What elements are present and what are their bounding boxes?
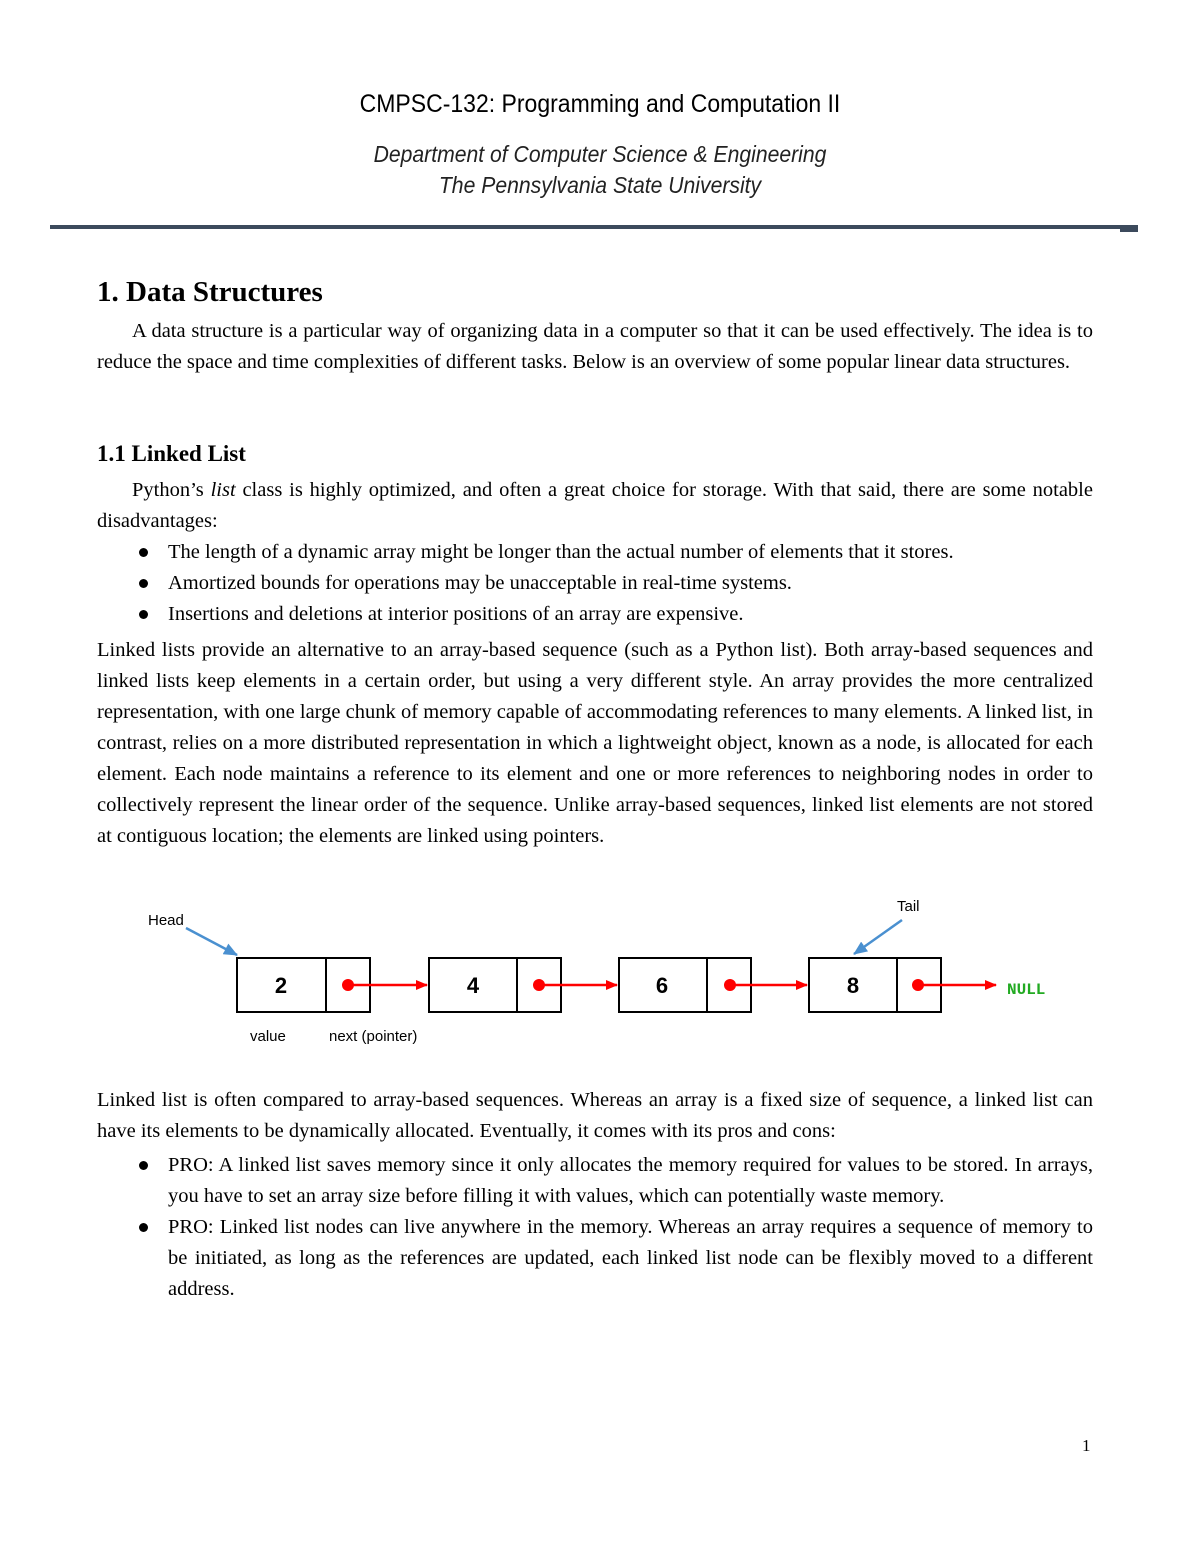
node-value: 6 bbox=[655, 973, 669, 998]
head-label: Head bbox=[148, 912, 184, 929]
head-arrow bbox=[186, 928, 237, 955]
next-pointer-label: next (pointer) bbox=[329, 1028, 418, 1045]
null-label: NULL bbox=[1007, 981, 1046, 999]
university-name: The Pennsylvania State University bbox=[438, 172, 762, 198]
department-name: Department of Computer Science & Engineering bbox=[373, 141, 827, 167]
bullet-icon bbox=[139, 1223, 148, 1232]
bullet-icon bbox=[139, 610, 148, 619]
bullet-icon bbox=[139, 1161, 148, 1170]
page-number: 1 bbox=[1082, 1436, 1091, 1455]
linked-list-intro: Python’s list class is highly optimized, and often a great choice for storage. With that said, there are some notable disadvantages: bbox=[97, 479, 1093, 532]
node-value: 8 bbox=[846, 973, 860, 998]
list-item: The length of a dynamic array might be longer than the actual number of elements that it stores. bbox=[97, 537, 1093, 568]
section-heading-data-structures: 1. Data Structures bbox=[97, 276, 323, 308]
value-label: value bbox=[250, 1028, 286, 1045]
node-value: 4 bbox=[466, 973, 480, 998]
list-item: PRO: A linked list saves memory since it only allocates the memory required for values to be stored. In arrays, you have to set an array size before filling it with values, which can potentially waste memory. bbox=[97, 1150, 1093, 1212]
comparison-paragraph: Linked list is often compared to array-based sequences. Whereas an array is a fixed size of sequence, a linked list can have its elements to be dynamically allocated. Eventually, it comes with its pros and cons: bbox=[97, 1089, 1093, 1142]
linked-list-description: Linked lists provide an alternative to an array-based sequence (such as a Python list). Both array-based sequences and linked lists keep elements in a certain order, but using a very different style. An array provides the more centralized representation, with one large chunk of memory capable of accommodating references to many elements. A linked list, in contrast, relies on a more distributed representation in which a lightweight object, known as a node, is allocated for each element. Each node maintains a reference to its element and one or more references to neighboring nodes in order to collectively represent the linear order of the sequence. Unlike array-based sequences, linked list elements are not stored at contiguous location; the elements are linked using pointers. bbox=[97, 639, 1093, 847]
header-divider-end bbox=[1120, 227, 1138, 232]
data-structures-intro: A data structure is a particular way of organizing data in a computer so that it can be used effectively. The idea is to reduce the space and time complexities of different tasks. Below is an overview of some popular linear data structures. bbox=[97, 320, 1093, 373]
section-heading-linked-list: 1.1 Linked List bbox=[97, 441, 246, 466]
disadvantages-list bbox=[97, 537, 1093, 630]
linked-list-diagram bbox=[0, 880, 1200, 1060]
bullet-icon bbox=[139, 548, 148, 557]
list-item: PRO: Linked list nodes can live anywhere in the memory. Whereas an array requires a sequence of memory to be initiated, as long as the references are updated, each linked list node can be flexibly moved to a different address. bbox=[97, 1212, 1093, 1305]
node-value: 2 bbox=[274, 973, 288, 998]
bullet-icon bbox=[139, 579, 148, 588]
list-class-name: list bbox=[210, 479, 236, 501]
pros-list bbox=[97, 1150, 1093, 1305]
list-item: Insertions and deletions at interior positions of an array are expensive. bbox=[97, 599, 1093, 630]
list-item: Amortized bounds for operations may be unacceptable in real-time systems. bbox=[97, 568, 1093, 599]
header-divider bbox=[50, 225, 1138, 229]
document-title: CMPSC-132: Programming and Computation II bbox=[359, 90, 841, 118]
tail-label: Tail bbox=[897, 898, 920, 915]
tail-arrow bbox=[854, 920, 902, 954]
